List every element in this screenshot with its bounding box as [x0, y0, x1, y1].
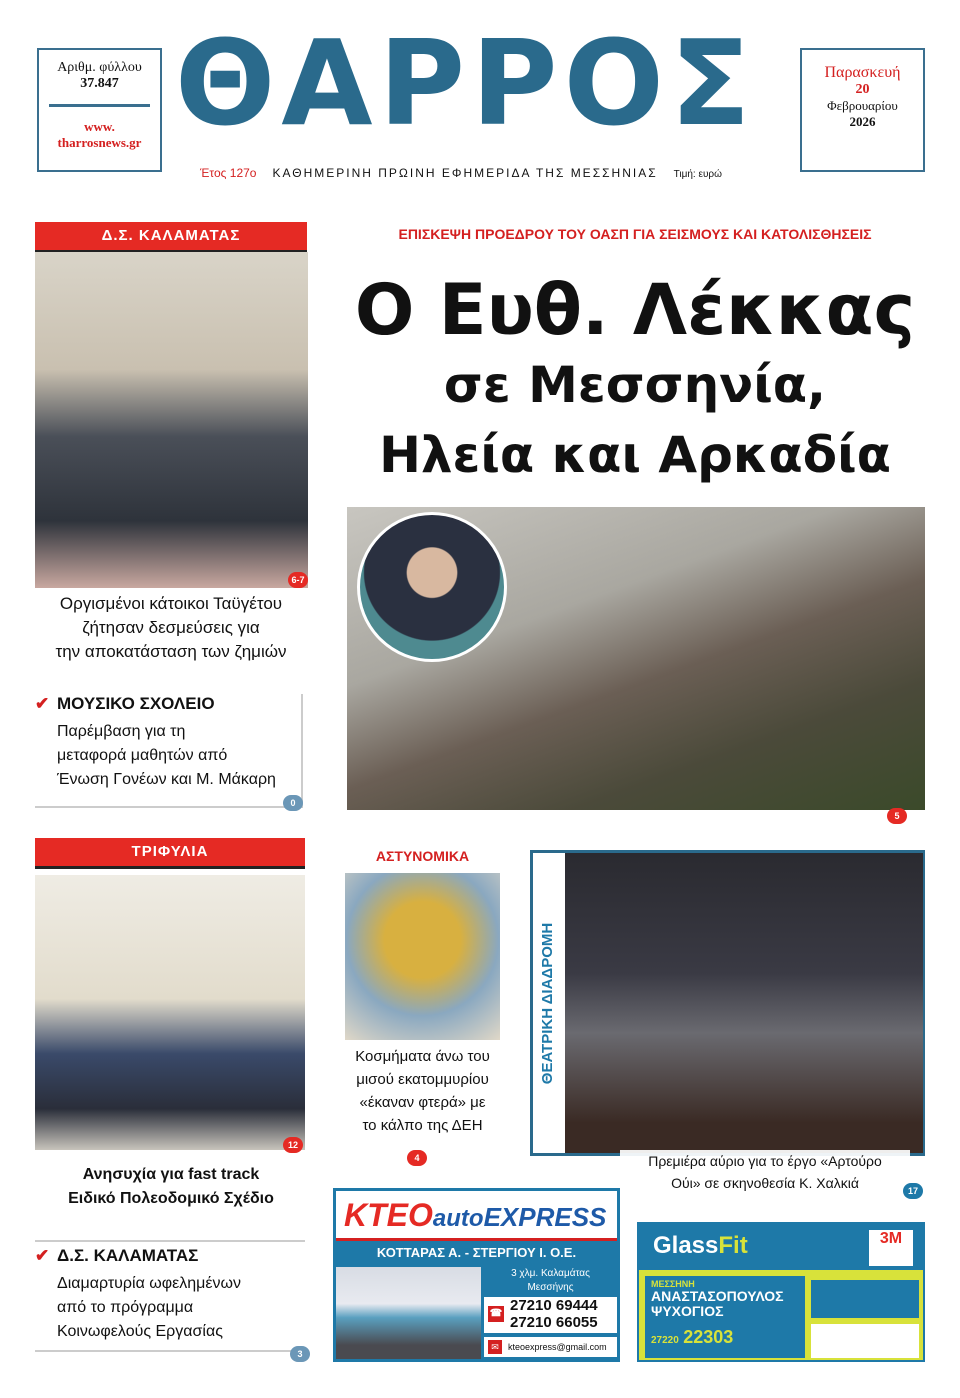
caption-line: Ειδικό Πολεοδομικό Σχέδιο — [68, 1190, 274, 1207]
caption-line: Οργισμένοι κάτοικοι Ταϋγέτου — [59, 594, 283, 613]
ad-kteo-logo: KTEOautoEXPRESS — [336, 1191, 617, 1241]
phone-icon: ☎ — [488, 1306, 504, 1322]
section-label: Δ.Σ. ΚΑΛΑΜΑΤΑΣ — [35, 222, 307, 253]
caption-line: Πρεμιέρα αύριο για το έργο «Αρτούρο — [648, 1153, 882, 1169]
caption-line: Κοσμήματα άνω του — [355, 1048, 490, 1065]
story-caption[interactable] — [620, 1150, 910, 1194]
ad-kteo-building-photo — [336, 1267, 481, 1359]
portrait-inset — [357, 512, 507, 662]
ad-glassfit-logo: GlassFit — [653, 1232, 748, 1259]
price: Τιμή: ευρώ — [673, 169, 722, 180]
section-label: ΤΡΙΦΥΛΙΑ — [35, 838, 305, 869]
ad-glassfit[interactable] — [637, 1222, 925, 1362]
caption-line: την αποκατάσταση των ζημιών — [55, 642, 287, 661]
ad-glassfit-note — [811, 1324, 919, 1358]
brief-line: μεταφορά μαθητών από — [57, 747, 228, 764]
newspaper-logo: ΘΑΡΡΟΣ — [175, 14, 757, 152]
brief-kalamata[interactable] — [35, 1240, 305, 1352]
ad-kteo-email: ✉ ktеoexpress@gmail.com — [484, 1337, 617, 1357]
theater-vertical-label — [533, 853, 563, 1153]
caption-line: ζήτησαν δεσμεύσεις για — [82, 618, 260, 637]
page-badge: 4 — [407, 1150, 427, 1166]
checkmark-icon: ✔ — [35, 1246, 50, 1265]
trifylia-meeting-photo[interactable] — [35, 875, 305, 1150]
website-link[interactable]: tharrosnews.gr — [57, 135, 142, 150]
caption-line: «έκαναν φτερά» με — [359, 1094, 486, 1111]
section-label: ΑΣΤΥΝΟΜΙΚΑ — [375, 848, 470, 864]
ad-kteo-address: 3 χλμ. Καλαμάτας Μεσσήνης — [511, 1268, 590, 1293]
story-caption[interactable] — [30, 1163, 312, 1211]
website-prefix: www. — [84, 119, 115, 134]
ad-glassfit-info — [811, 1280, 919, 1318]
ad-kteo-company: ΚΟΤΤΑΡΑΣ Α. - ΣΤΕΡΓΙΟΥ Ι. Ο.Ε. — [376, 1245, 577, 1260]
email-icon: ✉ — [488, 1340, 502, 1354]
caption-line: το κάλπο της ΔΕΗ — [362, 1117, 483, 1134]
theater-box — [530, 850, 925, 1156]
ad-glassfit-contact: ΜΕΣΣΗΝΗ ΑΝΑΣΤΑΣΟΠΟΥΛΟΣ ΨΥΧΟΓΙΟΣ 27220 22303 — [645, 1276, 805, 1358]
brief-line: Ένωση Γονέων και Μ. Μάκαρη — [57, 771, 276, 788]
page-badge: 12 — [283, 1137, 303, 1153]
lead-headline-3[interactable]: Ηλεία και Αρκαδία — [379, 426, 891, 484]
date-day: 20 — [855, 82, 870, 97]
caption-line: Ούι» σε σκηνοθεσία Κ. Χαλκιά — [671, 1175, 859, 1191]
page-badge: 0 — [283, 795, 303, 811]
issue-box — [37, 48, 162, 172]
brief-title: ΜΟΥΣΙΚΟ ΣΧΟΛΕΙΟ — [57, 694, 215, 713]
caption-line: μισού εκατομμυρίου — [356, 1071, 489, 1088]
ad-kteo-phones: ☎ 27210 69444 27210 66055 — [484, 1297, 617, 1333]
page-badge: 5 — [887, 808, 907, 824]
date-year: 2026 — [849, 114, 876, 129]
ad-kteo[interactable] — [333, 1188, 620, 1362]
brief-line: Παρέμβαση για τη — [57, 723, 186, 740]
brief-line: Κοινωφελούς Εργασίας — [57, 1323, 223, 1340]
lead-headline-2[interactable]: σε Μεσσηνία, — [443, 356, 827, 414]
brief-title: Δ.Σ. ΚΑΛΑΜΑΤΑΣ — [57, 1246, 199, 1265]
council-meeting-photo[interactable] — [35, 252, 308, 588]
caption-line: Ανησυχία για fast track — [82, 1166, 260, 1183]
divider — [49, 104, 150, 107]
tagline: ΚΑΘΗΜΕΡΙΝΗ ΠΡΩΙΝΗ ΕΦΗΜΕΡΙΔΑ ΤΗΣ ΜΕΣΣΗΝΙΑΣ — [272, 166, 658, 180]
theater-photo[interactable] — [565, 853, 923, 1153]
checkmark-icon: ✔ — [35, 694, 50, 713]
lead-headline-1[interactable]: Ο Ευθ. Λέκκας — [354, 269, 916, 351]
3m-logo: 3M — [869, 1230, 913, 1266]
year-label: Έτος 127ο — [200, 166, 257, 180]
brief-line: από το πρόγραμμα — [57, 1299, 194, 1316]
issue-label: Αριθμ. φύλλου — [57, 60, 142, 75]
lead-kicker: ΕΠΙΣΚΕΨΗ ΠΡΟΕΔΡΟΥ ΤΟΥ ΟΑΣΠ ΓΙΑ ΣΕΙΣΜΟΥΣ ΚΑΙ ΚΑΤΟΛΙΣΘΗΣΕΙΣ — [398, 226, 872, 242]
day: Παρασκευή — [824, 64, 901, 81]
jewelry-photo[interactable] — [345, 873, 500, 1040]
page-badge: 3 — [290, 1346, 310, 1362]
date-box — [800, 48, 925, 172]
tagline-row — [200, 166, 722, 180]
page-badge: 6-7 — [288, 572, 308, 588]
month: Φεβρουαρίου — [827, 98, 898, 113]
brief-music-school[interactable] — [35, 694, 303, 808]
story-caption[interactable] — [30, 592, 312, 664]
brief-line: Διαμαρτυρία ωφελημένων — [57, 1275, 241, 1292]
page-badge: 17 — [903, 1183, 923, 1199]
theater-label: ΘΕΑΤΡΙΚΗ ΔΙΑΔΡΟΜΗ — [539, 922, 557, 1084]
issue-number: 37.847 — [80, 76, 119, 91]
story-caption[interactable] — [340, 1045, 505, 1137]
